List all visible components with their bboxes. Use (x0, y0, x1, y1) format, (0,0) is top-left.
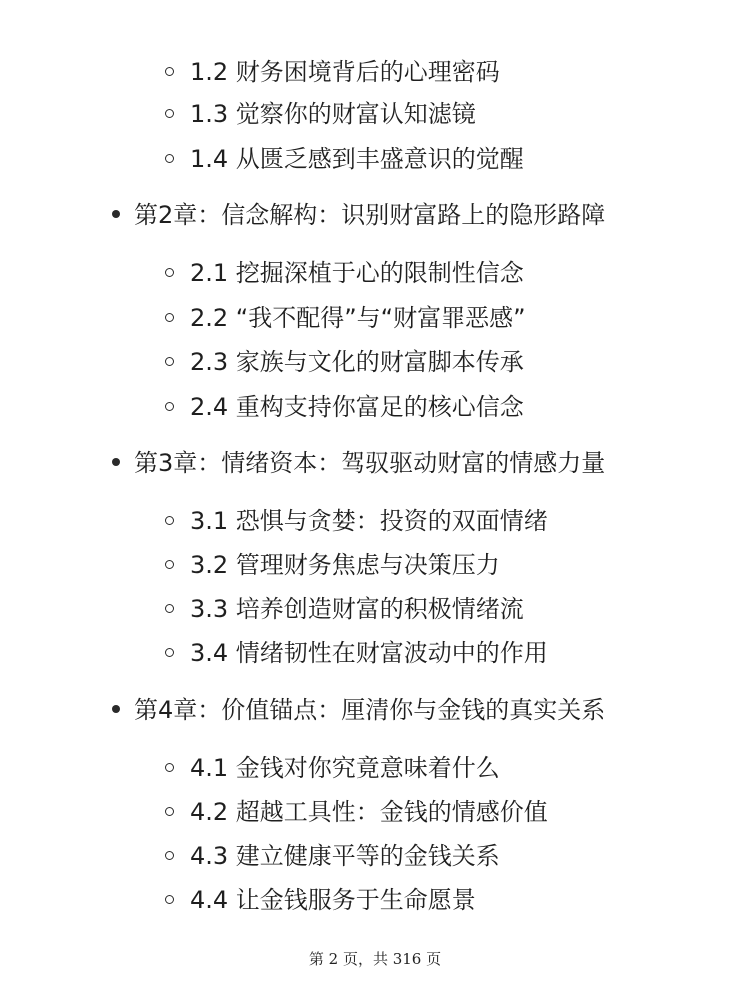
toc-subitem-2-2 (165, 301, 526, 335)
toc-subitem-1-2 (165, 55, 500, 89)
hollow-bullet-icon (165, 604, 174, 613)
filled-bullet-icon (112, 210, 120, 218)
toc-subitem-label: 1.2 财务困境背后的心理密码 (190, 58, 500, 86)
toc-subitem-3-1 (165, 504, 548, 538)
toc-subitem-label: 3.2 管理财务焦虑与决策压力 (190, 551, 500, 579)
page-number-footer: 第 2 页，共 316 页 (308, 950, 442, 968)
toc-subitem-label: 3.3 培养创造财富的积极情绪流 (190, 595, 524, 623)
filled-bullet-icon (112, 458, 120, 466)
toc-subitem-label: 4.4 让金钱服务于生命愿景 (190, 886, 476, 914)
hollow-bullet-icon (165, 154, 174, 163)
hollow-bullet-icon (165, 648, 174, 657)
toc-chapter-label: 第2章：信念解构：识别财富路上的隐形路障 (134, 201, 606, 229)
toc-subitem-2-1 (165, 256, 524, 290)
toc-chapter-4 (112, 693, 605, 727)
toc-subitem-4-3 (165, 839, 500, 873)
toc-subitem-label: 2.1 挖掘深植于心的限制性信念 (190, 259, 524, 287)
hollow-bullet-icon (165, 109, 174, 118)
hollow-bullet-icon (165, 763, 174, 772)
hollow-bullet-icon (165, 807, 174, 816)
toc-chapter-3 (112, 446, 605, 480)
toc-subitem-label: 4.2 超越工具性：金钱的情感价值 (190, 798, 548, 826)
toc-subitem-1-3 (165, 97, 476, 131)
hollow-bullet-icon (165, 268, 174, 277)
toc-subitem-label: 2.3 家族与文化的财富脚本传承 (190, 348, 524, 376)
toc-subitem-3-2 (165, 548, 500, 582)
toc-subitem-4-2 (165, 795, 548, 829)
toc-chapter-2 (112, 198, 605, 232)
toc-chapter-label: 第4章：价值锚点：厘清你与金钱的真实关系 (134, 696, 606, 724)
toc-subitem-label: 4.1 金钱对你究竟意味着什么 (190, 754, 500, 782)
toc-subitem-3-4 (165, 636, 548, 670)
toc-subitem-label: 1.4 从匮乏感到丰盛意识的觉醒 (190, 145, 524, 173)
hollow-bullet-icon (165, 895, 174, 904)
toc-subitem-label: 2.4 重构支持你富足的核心信念 (190, 393, 524, 421)
toc-subitem-4-4 (165, 883, 476, 917)
toc-subitem-2-4 (165, 390, 524, 424)
hollow-bullet-icon (165, 67, 174, 76)
hollow-bullet-icon (165, 516, 174, 525)
toc-subitem-1-4 (165, 142, 524, 176)
hollow-bullet-icon (165, 402, 174, 411)
toc-subitem-3-3 (165, 592, 524, 626)
toc-subitem-label: 3.4 情绪韧性在财富波动中的作用 (190, 639, 548, 667)
filled-bullet-icon (112, 705, 120, 713)
toc-subitem-label: 2.2 “我不配得”与“财富罪恶感” (190, 304, 526, 332)
toc-subitem-label: 1.3 觉察你的财富认知滤镜 (190, 100, 476, 128)
toc-subitem-label: 4.3 建立健康平等的金钱关系 (190, 842, 500, 870)
hollow-bullet-icon (165, 851, 174, 860)
toc-subitem-4-1 (165, 751, 500, 785)
hollow-bullet-icon (165, 313, 174, 322)
toc-subitem-label: 3.1 恐惧与贪婪：投资的双面情绪 (190, 507, 548, 535)
toc-subitem-2-3 (165, 345, 524, 379)
toc-chapter-label: 第3章：情绪资本：驾驭驱动财富的情感力量 (134, 449, 606, 477)
hollow-bullet-icon (165, 357, 174, 366)
hollow-bullet-icon (165, 560, 174, 569)
